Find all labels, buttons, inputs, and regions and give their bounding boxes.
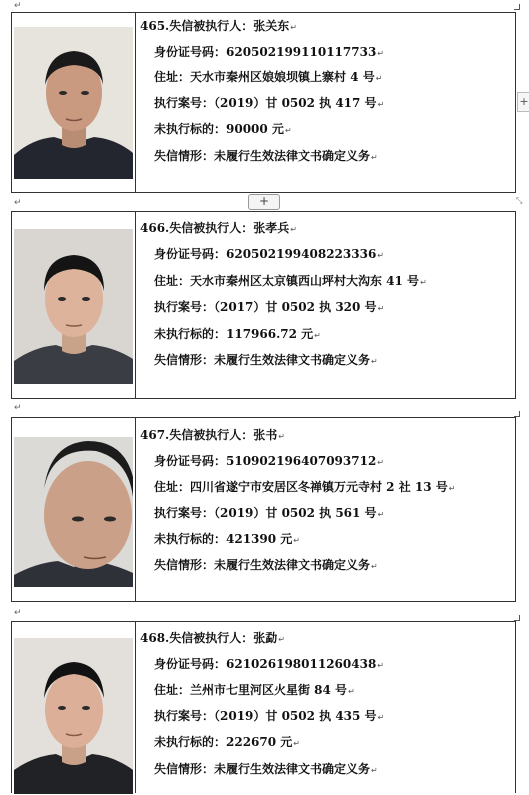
address-line — [154, 274, 427, 290]
portrait-photo — [14, 437, 133, 587]
record-title — [140, 19, 297, 35]
paragraph-mark: ↵ — [278, 432, 285, 441]
table-corner-mark — [514, 4, 520, 10]
case-number-line — [154, 506, 384, 522]
situation-text: 失信情形：未履行生效法律文书确定义务 — [154, 149, 371, 163]
title-text: 466.失信被执行人：张孝兵 — [140, 221, 290, 235]
case-number-text: 执行案号：（2019）甘 0502 执 561 号 — [154, 506, 377, 520]
paragraph-mark: ↵ — [290, 225, 297, 234]
id-number-line — [154, 45, 384, 61]
case-number-line — [154, 300, 384, 316]
paragraph-mark: ↵ — [14, 1, 22, 11]
id-number-text: 身份证号码：620502199110117733 — [154, 45, 377, 59]
portrait-photo — [14, 27, 133, 179]
address-line — [154, 683, 355, 699]
title-text: 465.失信被执行人：张关东 — [140, 19, 290, 33]
case-number-text: 执行案号：（2019）甘 0502 执 417 号 — [154, 96, 377, 110]
situation-text: 失信情形：未履行生效法律文书确定义务 — [154, 762, 371, 776]
paragraph-mark: ↵ — [314, 331, 321, 340]
paragraph-mark: ↵ — [14, 403, 22, 413]
address-text: 住址：天水市秦州区太京镇西山坪村大沟东 41 号 — [154, 274, 420, 288]
photo-cell — [12, 418, 136, 601]
id-number-text: 身份证号码：620502199408223336 — [154, 247, 377, 261]
paragraph-mark: ↵ — [14, 608, 22, 618]
paragraph-mark: ↵ — [377, 100, 385, 109]
id-number-text: 身份证号码：621026198011260438 — [154, 657, 377, 671]
record-title — [140, 631, 285, 647]
record-title — [140, 428, 285, 444]
address-text: 住址：四川省遂宁市安居区冬禅镇万元寺村 2 社 13 号 — [154, 480, 448, 494]
amount-text: 未执行标的：90000 元 — [154, 122, 284, 136]
paragraph-mark: ↵ — [377, 49, 384, 58]
paragraph-mark: ↵ — [278, 635, 285, 644]
table-corner-mark — [514, 615, 520, 621]
situation-line — [154, 149, 378, 165]
case-number-line — [154, 709, 384, 725]
paragraph-mark: ↵ — [377, 661, 384, 670]
amount-text: 未执行标的：117966.72 元 — [154, 327, 314, 341]
paragraph-mark: ↵ — [377, 251, 384, 260]
situation-text: 失信情形：未履行生效法律文书确定义务 — [154, 558, 371, 572]
paragraph-mark: ↵ — [348, 687, 355, 696]
unexecuted-amount-line — [154, 327, 321, 343]
id-number-text: 身份证号码：510902196407093712 — [154, 454, 377, 468]
case-number-line — [154, 96, 384, 112]
id-number-line — [154, 247, 384, 263]
paragraph-mark: ↵ — [371, 153, 378, 162]
paragraph-mark: ↵ — [371, 766, 378, 775]
situation-text: 失信情形：未履行生效法律文书确定义务 — [154, 353, 371, 367]
address-line — [154, 480, 455, 496]
insert-column-button[interactable]: + — [517, 92, 529, 112]
situation-line — [154, 762, 378, 778]
paragraph-mark: ↵ — [371, 562, 378, 571]
photo-cell — [12, 622, 136, 793]
id-number-line — [154, 454, 384, 470]
portrait-photo — [14, 638, 133, 794]
case-number-text: 执行案号：（2019）甘 0502 执 435 号 — [154, 709, 377, 723]
insert-row-button[interactable]: + — [248, 194, 280, 210]
record-table — [11, 621, 516, 793]
address-text: 住址：兰州市七里河区火星街 84 号 — [154, 683, 348, 697]
photo-cell — [12, 212, 136, 398]
unexecuted-amount-line — [154, 532, 300, 548]
unexecuted-amount-line — [154, 735, 300, 751]
paragraph-mark: ↵ — [290, 23, 297, 32]
address-text: 住址：天水市秦州区娘娘坝镇上寨村 4 号 — [154, 70, 375, 84]
photo-cell — [12, 13, 136, 192]
amount-text: 未执行标的：421390 元 — [154, 532, 293, 546]
record-table — [11, 211, 516, 399]
paragraph-mark: ↵ — [375, 74, 383, 83]
address-line — [154, 70, 382, 86]
unexecuted-amount-line — [154, 122, 292, 138]
table-resize-handle[interactable]: ⤡ — [516, 196, 523, 205]
title-text: 467.失信被执行人：张书 — [140, 428, 278, 442]
paragraph-mark: ↵ — [371, 357, 378, 366]
table-corner-mark — [514, 411, 520, 417]
situation-line — [154, 353, 378, 369]
title-text: 468.失信被执行人：张勐 — [140, 631, 278, 645]
paragraph-mark: ↵ — [420, 278, 427, 287]
case-number-text: 执行案号：（2017）甘 0502 执 320 号 — [154, 300, 377, 314]
paragraph-mark: ↵ — [293, 739, 300, 748]
paragraph-mark: ↵ — [293, 536, 300, 545]
paragraph-mark: ↵ — [448, 484, 456, 493]
record-table — [11, 417, 516, 602]
portrait-photo — [14, 229, 133, 384]
paragraph-mark: ↵ — [14, 198, 22, 208]
amount-text: 未执行标的：222670 元 — [154, 735, 293, 749]
situation-line — [154, 558, 378, 574]
paragraph-mark: ↵ — [284, 126, 292, 135]
paragraph-mark: ↵ — [377, 510, 385, 519]
id-number-line — [154, 657, 384, 673]
paragraph-mark: ↵ — [377, 713, 385, 722]
paragraph-mark: ↵ — [377, 458, 384, 467]
record-title — [140, 221, 297, 237]
paragraph-mark: ↵ — [377, 304, 385, 313]
record-table — [11, 12, 516, 193]
